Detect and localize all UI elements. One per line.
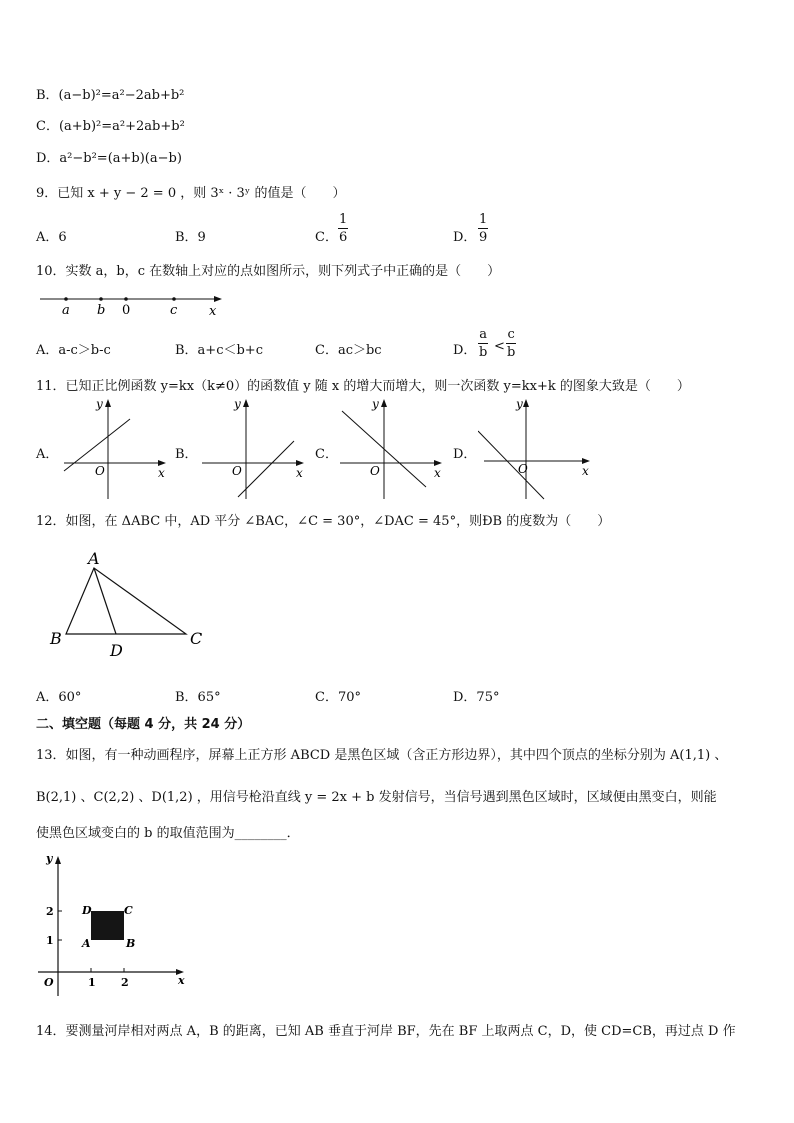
vertex-b-label: B: [126, 937, 136, 950]
y-tick-2: 2: [46, 905, 54, 918]
q10-d-numerator-a: a: [479, 327, 488, 342]
q11-graph-c: [334, 395, 444, 501]
q11-option-c: C．: [315, 447, 338, 462]
q11-option-b: B．: [175, 447, 198, 462]
q13-line-2: B(2,1) 、C(2,2) 、D(1,2) ，用信号枪沿直线 y = 2x + b 发射信号，当信号遇到黑色区域时，区域便由黑变白，则能: [36, 790, 717, 805]
point-d-label: D: [110, 641, 123, 660]
q12-stem: 12．如图，在 ΔABC 中，AD 平分 ∠BAC，∠C = 30°，∠DAC = 45°，则ÐB 的度数为（ ）: [36, 514, 611, 529]
vertex-a-label: A: [88, 549, 100, 568]
q8-option-d: D．a²−b²=(a+b)(a−b): [36, 151, 182, 166]
point-b: [99, 297, 103, 301]
q8-option-b: B．(a−b)²=a²−2ab+b²: [36, 88, 185, 103]
q9-option-d-numerator: 1: [479, 212, 488, 227]
q12-option-b: B．65°: [175, 690, 221, 705]
q10-d-numerator-c: c: [507, 327, 515, 342]
q9-stem: 9．已知 x + y − 2 = 0 ，则 3ˣ · 3ʸ 的值是（ ）: [36, 186, 346, 201]
q8-option-c: C．(a+b)²=a²+2ab+b²: [36, 119, 185, 134]
q9-option-c-fraction: [338, 212, 348, 245]
x-tick-2: 2: [121, 976, 129, 989]
q9-option-b: B．9: [175, 230, 206, 245]
label-zero: 0: [122, 303, 131, 318]
q13-coordinate-figure: [32, 850, 192, 1000]
y-axis-label: y: [234, 397, 241, 411]
label-c: c: [170, 303, 178, 318]
q10-option-b: B．a+c＜b+c: [175, 343, 263, 358]
q13-line-1: 13．如图，有一种动画程序，屏幕上正方形 ABCD 是黑色区域（含正方形边界），其中四个顶点的坐标分别为 A(1,1) 、: [36, 748, 728, 763]
q10-option-c: C．ac＞bc: [315, 343, 382, 358]
vertex-c-label: C: [190, 629, 203, 648]
q11-graph-b: [196, 395, 306, 501]
vertex-c-label: C: [124, 904, 133, 917]
q10-number-line: [36, 288, 236, 318]
q12-option-a: A．60°: [36, 690, 82, 705]
q11-option-a: A．: [36, 447, 59, 462]
q11-graph-a: [58, 395, 168, 501]
q11-stem: 11．已知正比例函数 y=kx（k≠0）的函数值 y 随 x 的增大而增大，则一次函数 y=kx+k 的图象大致是（ ）: [36, 379, 690, 394]
q9-option-c-label: C．: [315, 230, 338, 245]
q10-option-d-fraction-left: [478, 327, 488, 360]
q9-option-c-denominator: 6: [339, 230, 348, 245]
q11-option-d: D．: [453, 447, 477, 462]
origin-label: O: [370, 464, 380, 478]
q12-triangle-figure: [44, 546, 214, 660]
vertex-d-label: D: [82, 904, 92, 917]
q14-line-1: 14．要测量河岸相对两点 A，B 的距离，已知 AB 垂直于河岸 BF，先在 BF 上取两点 C，D，使 CD=CB，再过点 D 作: [36, 1024, 736, 1039]
y-axis-label: y: [46, 852, 53, 865]
origin-label: O: [95, 464, 105, 478]
point-zero: [124, 297, 128, 301]
q10-d-denominator-b: b: [479, 345, 488, 360]
origin-label: O: [44, 976, 54, 989]
x-axis-label: x: [178, 974, 185, 987]
origin-label: O: [232, 464, 242, 478]
label-b: b: [97, 303, 106, 318]
y-axis-label: y: [516, 397, 523, 411]
vertex-a-label: A: [82, 937, 91, 950]
q10-d-denominator-b2: b: [507, 345, 516, 360]
q9-option-d-fraction: [478, 212, 488, 245]
point-a: [64, 297, 68, 301]
x-axis-label: x: [582, 464, 589, 478]
x-axis-label: x: [158, 466, 165, 480]
label-a: a: [62, 303, 70, 318]
y-tick-1: 1: [46, 934, 54, 947]
q9-option-a: A．6: [36, 230, 67, 245]
q12-option-d: D．75°: [453, 690, 500, 705]
q10-option-d-fraction-right: [506, 327, 516, 360]
q10-option-d-less-than: <: [494, 339, 505, 354]
q9-option-d-label: D．: [453, 230, 477, 245]
x-axis-label: x: [434, 466, 441, 480]
q12-option-c: C．70°: [315, 690, 361, 705]
x-tick-1: 1: [88, 976, 96, 989]
section-heading: 二、填空题（每题 4 分，共 24 分）: [36, 717, 251, 732]
q10-stem: 10．实数 a，b，c 在数轴上对应的点如图所示，则下列式子中正确的是（ ）: [36, 264, 501, 279]
origin-label: O: [518, 462, 528, 476]
q10-option-d-label: D．: [453, 343, 477, 358]
label-x: x: [209, 304, 217, 318]
q9-option-d-denominator: 9: [479, 230, 488, 245]
q10-option-a: A．a-c＞b-c: [36, 343, 111, 358]
vertex-b-label: B: [50, 629, 62, 648]
q13-line-3: 使黑色区域变白的 b 的取值范围为________．: [36, 826, 300, 841]
q11-graph-d: [478, 395, 592, 501]
q9-option-c-numerator: 1: [339, 212, 348, 227]
y-axis-label: y: [372, 397, 379, 411]
point-c: [172, 297, 176, 301]
y-axis-label: y: [96, 397, 103, 411]
x-axis-label: x: [296, 466, 303, 480]
black-square: [91, 911, 124, 940]
